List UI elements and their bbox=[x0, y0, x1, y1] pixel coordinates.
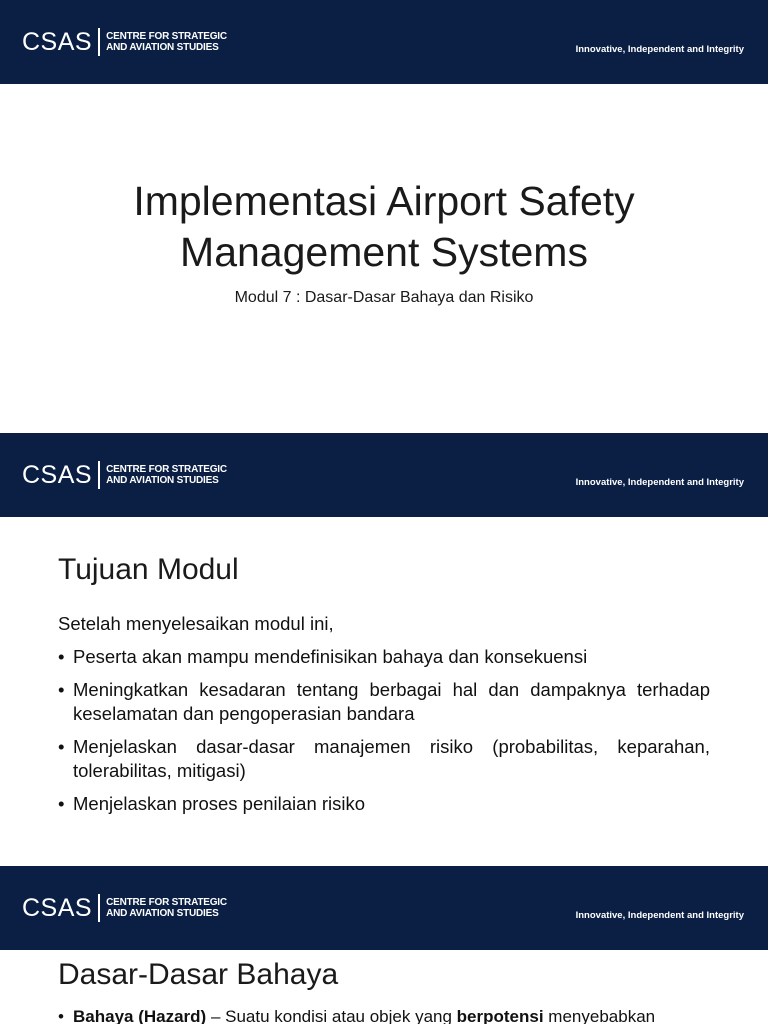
logo-wordmark: CSAS bbox=[22, 894, 93, 922]
definition-text-b: menyebabkan bbox=[543, 1007, 656, 1024]
logo-divider bbox=[98, 894, 100, 922]
list-item bbox=[58, 645, 710, 669]
definition-text-a: – Suatu kondisi atau objek yang bbox=[206, 1007, 457, 1024]
header-banner bbox=[0, 866, 768, 950]
header-banner bbox=[0, 0, 768, 84]
csas-logo bbox=[22, 28, 227, 56]
list-item bbox=[58, 678, 710, 726]
bullet-icon: • bbox=[58, 736, 65, 757]
slide-2-body bbox=[0, 517, 768, 866]
logo-wordmark: CSAS bbox=[22, 461, 93, 489]
logo-subtitle bbox=[106, 897, 227, 920]
tagline: Innovative, Independent and Integrity bbox=[575, 44, 744, 55]
intro-text: Setelah menyelesaikan modul ini, bbox=[58, 613, 334, 634]
tagline: Innovative, Independent and Integrity bbox=[575, 910, 744, 921]
list-item bbox=[58, 1006, 733, 1024]
csas-logo bbox=[22, 461, 227, 489]
header-banner bbox=[0, 433, 768, 517]
slide-3-body bbox=[0, 950, 768, 1024]
logo-subtitle bbox=[106, 31, 227, 54]
slide-3 bbox=[0, 866, 768, 1024]
logo-line-1: CENTRE FOR STRATEGIC bbox=[106, 30, 227, 42]
logo-line-2: AND AVIATION STUDIES bbox=[106, 42, 219, 53]
slide-1 bbox=[0, 0, 768, 433]
list-item bbox=[58, 792, 710, 816]
objectives-list bbox=[58, 645, 710, 825]
logo-line-1: CENTRE FOR STRATEGIC bbox=[106, 896, 227, 908]
section-title: Tujuan Modul bbox=[58, 553, 239, 586]
slide-subtitle: Modul 7 : Dasar-Dasar Bahaya dan Risiko bbox=[234, 289, 534, 306]
logo-divider bbox=[98, 28, 100, 56]
bullet-icon: • bbox=[58, 679, 65, 700]
title-line-2: Management Systems bbox=[180, 229, 588, 275]
bullet-icon: • bbox=[58, 793, 65, 814]
csas-logo bbox=[22, 894, 227, 922]
list-item-text: Meningkatkan kesadaran tentang berbagai hal dan dampaknya terhadap keselamatan dan pengoperasian bandara bbox=[73, 679, 710, 724]
slide-title bbox=[0, 176, 768, 278]
bullet-icon: • bbox=[58, 646, 65, 667]
logo-subtitle bbox=[106, 464, 227, 487]
logo-line-2: AND AVIATION STUDIES bbox=[106, 475, 219, 486]
emphasis-text: berpotensi bbox=[456, 1007, 544, 1024]
tagline: Innovative, Independent and Integrity bbox=[575, 477, 744, 488]
logo-wordmark: CSAS bbox=[22, 28, 93, 56]
logo-divider bbox=[98, 461, 100, 489]
hazard-term: Bahaya (Hazard) bbox=[73, 1007, 207, 1024]
list-item-text: Menjelaskan proses penilaian risiko bbox=[73, 793, 366, 814]
logo-line-2: AND AVIATION STUDIES bbox=[106, 908, 219, 919]
list-item bbox=[58, 735, 710, 783]
list-item-text: Peserta akan mampu mendefinisikan bahaya dan konsekuensi bbox=[73, 646, 588, 667]
list-item-text: Menjelaskan dasar-dasar manajemen risiko (probabilitas, keparahan, tolerabilitas, mitigasi) bbox=[73, 736, 710, 781]
logo-line-1: CENTRE FOR STRATEGIC bbox=[106, 463, 227, 475]
slide-2 bbox=[0, 433, 768, 866]
section-title: Dasar-Dasar Bahaya bbox=[58, 958, 339, 991]
title-line-1: Implementasi Airport Safety bbox=[133, 178, 635, 224]
slide-1-body bbox=[0, 84, 768, 433]
bullet-icon: • bbox=[58, 1007, 64, 1024]
